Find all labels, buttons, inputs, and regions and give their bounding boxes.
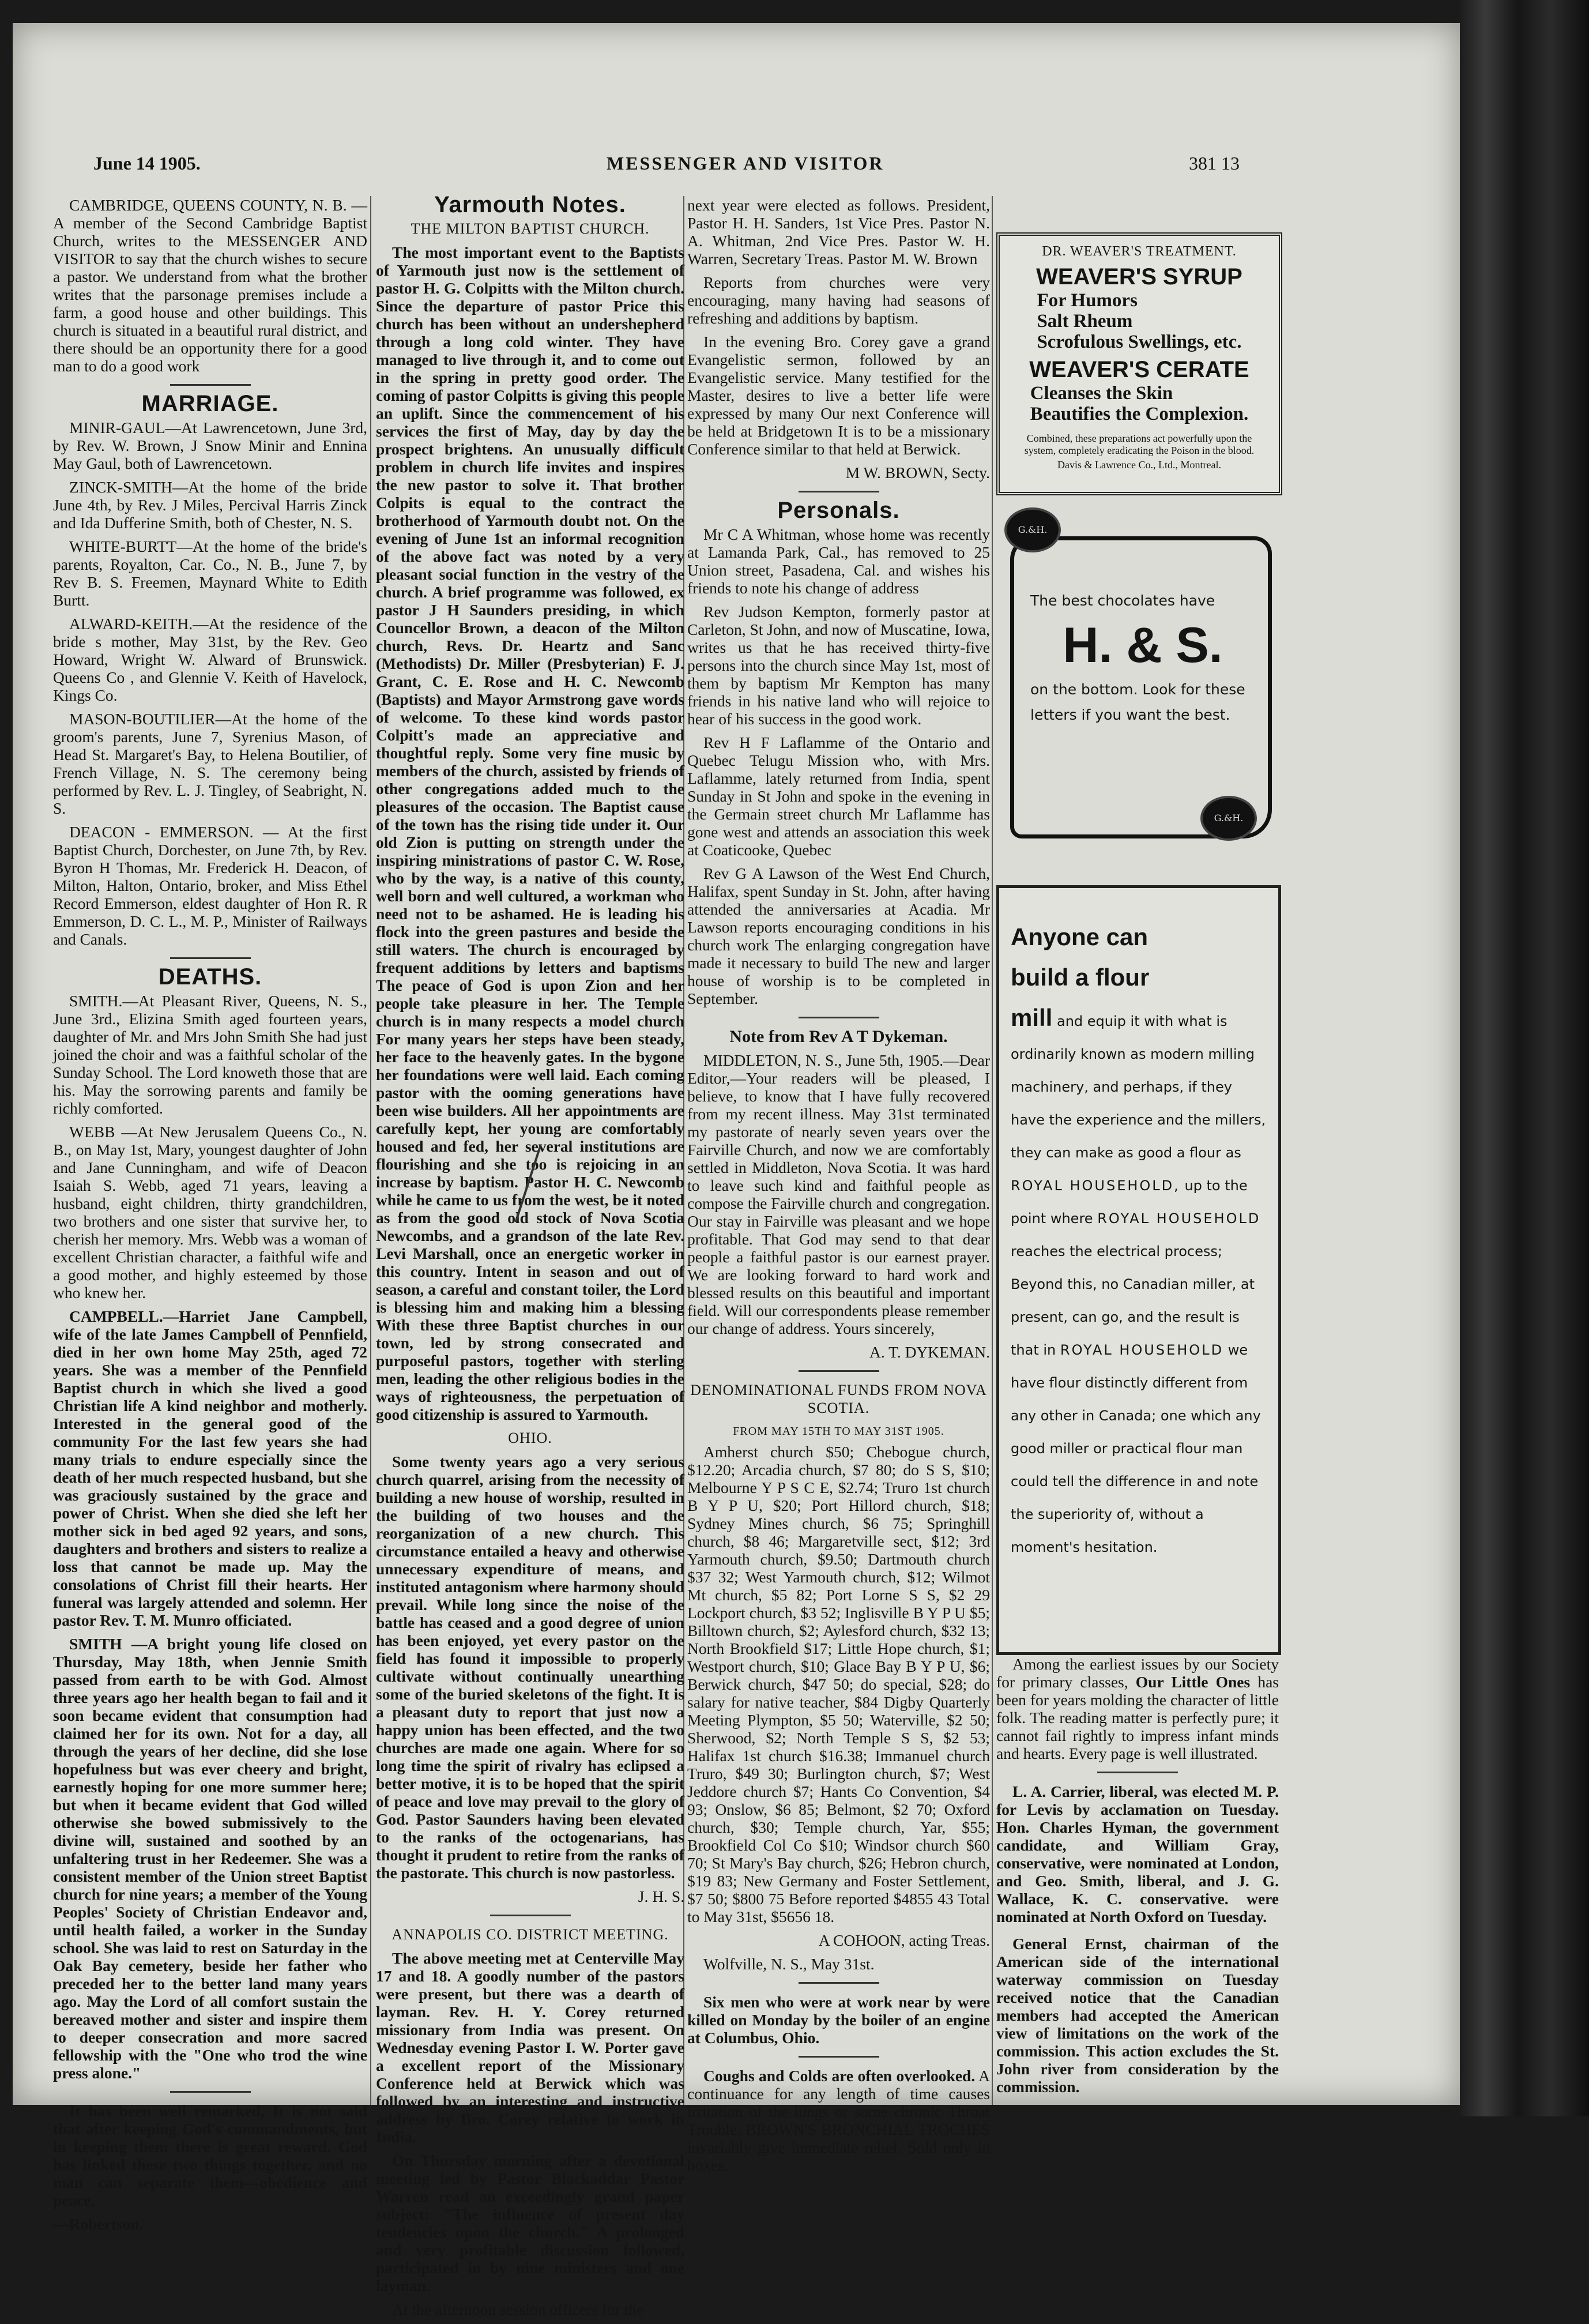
funds-place: Wolfville, N. S., May 31st. (703, 1955, 875, 1973)
scan-edge (1460, 0, 1589, 2116)
column-4-text (996, 1655, 1279, 2105)
annapolis-article: The above meeting met at Centerville May 17 and 18. A goodly number of the pastors were present, but there was a dearth of layman. Rev. H. Y. Corey returned missionary from India was present. On Wednesday evening Pastor I. W. Porter gave a excellent report of the Missionary Conference held at Berwick which was followed by an interesting and instructive address by Bro. Corey relative to work in India. (376, 1949, 684, 2146)
chocolate-brand: H. & S. (1063, 618, 1223, 673)
flour-headline: mill (1011, 1004, 1053, 1031)
death-notice: SMITH —A bright young life closed on Thursday, May 18th, when Jennie Smith passed from earth to be with God. Almost three years ago her health began to fail and it soon became evident that consumption had claimed her for its own. Not for a day, all through the years of her decline, did she lose hopefulness but was ever cheery and bright, earnestly hoping for one more summer here; but when it became evident that God willed otherwise she bowed submissively to the divine will, sustained and soothed by an unfaltering trust in her Redeemer. She was a consistent member of the Union street Baptist church for nine years; a member of the Young Peoples' Society of Christian Endeavor and, until health failed, a worker in the Sunday school. She was laid to rest on Saturday in the Oak Bay cemetery, beside her father who preceded her to the better land many years ago. May the Lord of all comfort sustain the bereaved mother and sister and inspire them to deeper consecration and more sacred fellowship with the "One who trod the wine press alone." (53, 1635, 367, 2082)
section-rule (799, 1017, 879, 1018)
little-ones-text: has been for years molding the character of little folk. The reading matter is perfectly pure; it cannot fail rightly to impress infant minds and hearts. Every page is well illustrated. (996, 1673, 1279, 1762)
funds-dates: FROM MAY 15TH TO MAY 31ST 1905. (733, 1425, 944, 1438)
marriage-heading: MARRIAGE. (141, 391, 279, 416)
column-1 (53, 196, 367, 2239)
section-rule (799, 491, 879, 492)
ohio-heading: OHIO. (508, 1430, 552, 1446)
funds-signature: A COHOON, acting Treas. (818, 1931, 990, 1949)
death-notice: WEBB —At New Jerusalem Queens Co., N. B., on May 1st, Mary, youngest daughter of John and Jane Cunningham, and wife of Deacon Isaiah S. Webb, aged 71 years, leaving a husband, eight children, thirty grandchildren, two brothers and one sister that survive her, to cherish her memory. Mrs. Webb was a woman of excellent Christian character, a faithful wife and a good mother, and highly esteemed by those who knew her. (53, 1123, 367, 1302)
section-rule (170, 384, 251, 386)
dykeman-heading: Note from Rev A T Dykeman. (729, 1027, 948, 1046)
syrup-line: Scrofulous Swellings, etc. (1037, 332, 1242, 352)
column-2 (376, 192, 684, 2324)
marriage-notice: WHITE-BURTT—At the home of the bride's parents, Royalton, Car. Co., N. B., June 7, by Rev B. S. Freemen, Maynard White to Edith Burtt. (53, 537, 367, 609)
royal-household: ROYAL HOUSEHOLD (1097, 1210, 1261, 1227)
yarmouth-subheading: THE MILTON BAPTIST CHURCH. (411, 220, 650, 237)
little-ones-title: Our Little Ones (1135, 1673, 1251, 1691)
annapolis-article: On Thursday morning after a devotional meeting led by Pastor Blackaddar Pastor Warren read an exceedingly grand paper subject: "The influence of present day tendencies upon the church." A prolonged and very profitable discussion followed, participated in by nine ministers and one layman. (376, 2152, 684, 2295)
royal-household: ROYAL HOUSEHOLD, (1011, 1178, 1180, 1194)
column-divider (992, 196, 993, 2105)
weaver-cerate: WEAVER'S CERATE (1029, 357, 1249, 382)
column-divider (370, 196, 371, 2105)
weaver-syrup: WEAVER'S SYRUP (1036, 264, 1242, 289)
section-rule (490, 1915, 571, 1916)
cambridge-notice: CAMBRIDGE, QUEENS COUNTY, N. B. —A member of the Second Cambridge Baptist Church, writes to the MESSENGER AND VISITOR to say that the church wishes to secure a pastor. We understand from what the brother writes that the parsonage premises include a farm, a good house and other buildings. This church is situated in a beautiful rural district, and there should be an opportunity there for a good man to do a good work (53, 196, 367, 375)
chocolate-line: The best chocolates have (1030, 592, 1215, 609)
royal-household: ROYAL HOUSEHOLD (1060, 1342, 1224, 1358)
cerate-line: Beautifies the Complexion. (1030, 404, 1249, 424)
section-rule (170, 2091, 251, 2093)
article-signature: M W. BROWN, Secty. (845, 464, 990, 482)
chocolate-line: on the bottom. Look for these letters if you want the best. (1030, 681, 1245, 723)
weaver-footer: Combined, these preparations act powerfully upon the system, completely eradicating the Poison in the blood. (1024, 433, 1255, 456)
ernst-notice: General Ernst, chairman of the American side of the international waterway commission on Tuesday received notice that the Canadian members had accepted the American view of limitations on the work of the commission. This action excludes the St. John river from consideration by the commission. (996, 1935, 1279, 2096)
column-3 (687, 196, 990, 2180)
section-rule (170, 957, 251, 959)
personal-notice: Rev G A Lawson of the West End Church, Halifax, spent Sunday in St. John, after having attended the anniversaries at Acadia. Mr Lawson reports encouraging conditions in his church work The enlarging congregation have made it necessary to build The new and larger house of worship is to be completed in September. (687, 864, 990, 1007)
closing-quote: It has been well remarked, It is not said that after keeping God's commandments, but in keeping them there is great reward. God has linked these two things together, and no man can separate them—obedience and peace. (53, 2102, 367, 2209)
meeting-continued: In the evening Bro. Corey gave a grand Evangelistic sermon, followed by an Evangelistic service. Many testified for the Master, desires to live a better life were expressed by many Our next Conference will be held at Bridgetown It is to be a missionary Conference similar to that held at Berwick. (687, 333, 990, 458)
flour-text: and equip it with what is ordinarily known as modern milling machinery, and perhaps, if they have the experience and the millers, they can make as good a flour as (1011, 1013, 1266, 1161)
syrup-line: Salt Rheum (1037, 311, 1133, 332)
section-rule (1097, 1772, 1178, 1773)
dykeman-signature: A. T. DYKEMAN. (869, 1343, 990, 1361)
article-signature: J. H. S. (638, 1887, 684, 1905)
death-notice: CAMPBELL.—Harriet Jane Campbell, wife of the late James Campbell of Pennfield, died in her own home May 25th, aged 72 years. She was a member of the Pennfield Baptist church in which she lived a good Christian life A kind neighbor and motherly. Interested in the general good of the community For the last few years she had many trials to endure especially since the death of her much respected husband, but she was graciously sustained by the grace and power of Christ. When she died she left her mother sick in bed aged 92 years, and sons, daughters and brothers and sisters to realize a loss that cannot be made up. May the consolations of Christ fill their hearts. Her funeral was largely attended and solemn. Her pastor Rev. T. M. Munro officiated. (53, 1307, 367, 1629)
funds-list: Amherst church $50; Chebogue church, $12.20; Arcadia church, $7 80; do S S, $10; Melbourne Y P S C E, $2.74; Truro 1st church B Y P U, $20; Port Hillord church, $18; Sydney Mines church, $6 75; Springhill church, $8 46; Margaretville sect, $12; 3rd Yarmouth church, $9.50; Dartmouth church $37 32; West Yarmouth church, $12; Wilmot Mt church, $5 82; Port Lorne S S, $2 29 Lockport church, $3 52; Inglisville B Y P U $5; Billtown church, $2; Aylesford church, $32 13; North Brookfield $17; Little Hope church, $1; Westport church, $10; Glace Bay B Y P U, $6; Berwick church, $47 50; do special, $28; do salary for native teacher, $84 Digby Quarterly Meeting Plympton, $5 50; Waterville, $2 50; Sherwood, $2; North Temple S S, $2 53; Halifax 1st church $16.38; Immanuel church Truro, $49 30; Burlington church, $7; West Jeddore church $7; Hants Co Convention, $4 93; Onslow, $6 85; Belmont, $2 70; Oxford church, $30; Temple church, Yar, $55; Brookfield Col Co $10; Windsor church $60 70; St Mary's Bay church, $26; Hebron church, $19 83; New Germany and Foster Settlement, $7 50; $800 75 Before reported $4855 43 Total to May 31st, $5656 18. (687, 1443, 990, 1926)
marriage-notice: MASON-BOUTILIER—At the home of the groom's parents, June 7, Syrenius Mason, of Head St. Margaret's Bay, to Helena Boutilier, of French Village, N. S. The ceremony being performed by Rev. L. J. Tingley, of Seabright, N. S. (53, 710, 367, 817)
flour-ad (996, 885, 1281, 1655)
meeting-continued: next year were elected as follows. President, Pastor H. H. Sanders, 1st Vice Pres. Pastor N. A. Whitman, 2nd Vice Pres. Pastor W. H. Warren, Secretary Treas. Pastor M. W. Brown (687, 196, 990, 268)
chocolate-box-icon: G.&H. (1200, 796, 1257, 841)
accident-notice: Six men who were at work near by were killed on Monday by the boiler of an engine at Columbus, Ohio. (687, 1993, 990, 2047)
coughs-ad: A continuance for any length of time causes irritation of the lungs or some chronic Throat Trouble. BROWN'S BRONCHIAL TROCHES invariably give immediate relief. Sold only in boxes. (687, 2067, 991, 2174)
marriage-notice: MINIR-GAUL—At Lawrencetown, June 3rd, by Rev. W. Brown, J Snow Minir and Ennina May Gaul, both of Lawrencetown. (53, 419, 367, 472)
marriage-notice: ALWARD-KEITH.—At the residence of the bride s mother, May 31st, by the Rev. Geo Howard, Wright W. Alward of Brunswick. Queens Co , and Glennie V. Keith of Havelock, Kings Co. (53, 615, 367, 704)
section-rule (799, 1370, 879, 1372)
funds-heading: DENOMINATIONAL FUNDS FROM NOVA SCOTIA. (690, 1382, 987, 1416)
paper-title: MESSENGER AND VISITOR (607, 153, 884, 174)
personal-notice: Rev H F Laflamme of the Ontario and Quebec Telugu Mission who, with Mrs. Laflamme, lately returned from India, spent Sunday in St John and spoke in the evening in the Germain street church Mr Laflamme has gone west and attends an association this week at Coaticooke, Quebec (687, 734, 990, 859)
personal-notice: Rev Judson Kempton, formerly pastor at Carleton, St John, and now of Muscatine, Iowa, writes us that he has received thirty-five persons into the church since May 1st, most of them by baptism Mr Kempton has many friends in his native land who will rejoice to hear of his success in the good work. (687, 603, 990, 728)
cerate-line: Cleanses the Skin (1030, 383, 1173, 404)
carrier-notice: L. A. Carrier, liberal, was elected M. P. for Levis by acclamation on Tuesday. Hon. Charles Hyman, the government candidate, and William Gray, conservative, were nominated at London, and Geo. Smith, liberal, and J. G. Wallace, K. C. conservative. were nominated at North Oxford on Tuesday. (996, 1783, 1279, 1926)
personal-notice: Mr C A Whitman, whose home was recently at Lamanda Park, Cal., has removed to 25 Union street, Pasadena, Cal. and wishes his friends to note his change of address (687, 525, 990, 597)
flour-text: we have flour distinctly different from any other in Canada; one which any good miller or practical flour man could tell the difference in and note the superiority of, without a moment's hesitation. (1011, 1342, 1261, 1555)
flour-headline: build a flour (1011, 964, 1150, 991)
death-notice: SMITH.—At Pleasant River, Queens, N. S., June 3rd., Elizina Smith aged fourteen years, daughter of Mr. and Mrs John Smith She had just joined the choir and was a faithful scholar of the Sunday School. The Lord knoweth those that are his. May the sorrowing parents and family be richly comforted. (53, 992, 367, 1117)
closing-signature: —Robertson. (53, 2215, 144, 2233)
ohio-article: Some twenty years ago a very serious church quarrel, arising from the necessity of building a new house of worship, resulted in the building of two houses and the reorganization of a new church. This circumstance entailed a heavy and otherwise unnecessary expenditure of means, and instituted antagonism where harmony should prevail. While long since the noise of the battle has ceased and a good degree of union has been enjoyed, yet every pastor on the field has found it impossible to properly cultivate without continually unearthing some of the buried skeletons of the fight. It is a pleasant duty to report that just now a happy union has been effected, and the two churches are made one again. Where for so long time the spirit of rivalry has eclipsed a better motive, it is to be hoped that the spirit of peace and love may prevail to the glory of God. Pastor Saunders having been elevated to the ranks of the octogenarians, has thought it prudent to retire from the ranks of the pastorate. This church is now pastorless. (376, 1453, 684, 1882)
flour-text: up to the point where (1011, 1178, 1248, 1227)
syrup-line: For Humors (1037, 290, 1138, 311)
page-header (13, 153, 1460, 187)
chocolate-ad (1004, 507, 1277, 865)
newspaper-page (13, 23, 1460, 2318)
issue-date: June 14 1905. (93, 153, 201, 174)
flour-headline: Anyone can (1011, 923, 1149, 950)
marriage-notice: DEACON - EMMERSON. — At the first Baptist Church, Dorchester, on June 7th, by Rev. Byron H Thomas, Mr. Frederick H. Deacon, of Milton, Halton, Ontario, broker, and Miss Ethel Record Emmerson, eldest daughter of Hon R. R Emmerson, D. C. L., M. P., Minister of Railways and Canals. (53, 823, 367, 948)
personals-heading: Personals. (777, 498, 900, 523)
dykeman-letter: MIDDLETON, N. S., June 5th, 1905.—Dear Editor,—Your readers will be pleased, I believe, to know that I have fully recovered from my recent illness. May 31st terminated my pastorate of nearly seven years over the Fairville Church, and now we are comfortably settled in Middleton, Nova Scotia. It was hard to leave such kind and faithful people as compose the Fairville church and congregation. Our stay in Fairville was pleasant and we hope profitable. That God may send to that dear people a faithful pastor is our earnest prayer. We are looking forward to hard work and blessed results on this beautiful and important field. Will our correspondents please remember our change of address. Yours sincerely, (687, 1051, 990, 1337)
weaver-top: DR. WEAVER'S TREATMENT. (1042, 244, 1237, 259)
flour-text: reaches the electrical process; Beyond this, no Canadian miller, at present, can go, and the result is that in (1011, 1243, 1255, 1358)
marriage-notice: ZINCK-SMITH—At the home of the bride June 4th, by Rev. J Miles, Percival Harris Zinck and Ida Dufferine Smith, both of Chester, N. S. (53, 478, 367, 532)
meeting-continued: Reports from churches were very encouraging, many having had seasons of refreshing and additions by baptism. (687, 273, 990, 327)
coughs-lead: Coughs and Colds are often overlooked. (703, 2067, 976, 2085)
yarmouth-heading: Yarmouth Notes. (434, 192, 626, 217)
annapolis-article: At the afternoon session officers for the (392, 2300, 644, 2318)
section-rule (799, 2056, 879, 2058)
yarmouth-article: The most important event to the Baptists of Yarmouth just now is the settlement of pastor H. G. Colpitts with the Milton church. Since the departure of pastor Price this church has been without an undershepherd through a long cold winter. They have managed to live through it, and to come out in the spring in pretty good order. The coming of pastor Colpitts is giving this people an uplift. Since the commencement of his services the first of May, day by day the prospect brightens. An unusually difficult problem in church life invites and inspires the new pastor to solve it. That brother Colpits is equal to the contract the brotherhood of Yarmouth doubt not. On the evening of June 1st an informal recognition of the above fact was noted by a very pleasant social function in the vestry of the church. A brief programme was followed, ex pastor J H Saunders presiding, in which Councellor Brown, a deacon of the Milton church, Revs. Dr. Heartz and Sanc (Methodists) Dr. Miller (Presbyterian) F. J. Grant, C. E. Rose and H. C. Newcomb (Baptists) and Mayor Armstrong gave words of welcome. To these kind words pastor Colpitt's made an appreciative and thoughtful reply. Some very fine music by members of the church, assisted by friends of other congregations added much to the pleasures of the occasion. The Baptist cause of the town has the rising tide under it. Our old Zion is putting on strength under the inspiring ministrations of pastor C. W. Rose, who by the way, is a native of this county, well born and well cultured, a workman who need not to be ashamed. He is leading his flock into the green pastures and beside the still waters. The church is encouraged by frequent additions by letters and baptisms The peace of God is upon Zion and her people take pleasure in her. The Temple church is in many respects a model church For many years her steps have been steady, her face to the heavenly gates. In the bygone her foundations were well laid. Each coming pastor with the ooming generations have been wise builders. All her appointments are carefully kept, her young are comfortably housed and fed, her several institutions are flourishing and she too is rejoicing in an increase by baptism. Pastor H. C. Newcomb while he came to us from the west, be it noted as from the good old stock of Nova Scotia Newcombs, and a grandson of the late Rev. Levi Marshall, once an energetic worker in this country. Intent in season and out of season, a careful and constant toiler, the Lord is blessing him and making him a blessing With these three Baptist churches in our town, led by strong consecrated and purposeful pastors, together with sterling men, leading the other religious bodies in the ways of righteousness, the perpetuation of good citizenship is assured to Yarmouth. (376, 243, 684, 1423)
deaths-heading: DEATHS. (158, 964, 262, 990)
weaver-company: Davis & Lawrence Co., Ltd., Montreal. (1057, 459, 1221, 471)
little-ones-text: Among the earliest issues by our Society for primary classes, (996, 1655, 1279, 1691)
page-number: 381 13 (1189, 153, 1240, 174)
chocolate-box-icon: G.&H. (1004, 507, 1061, 552)
weaver-ad (996, 232, 1282, 495)
section-rule (799, 1982, 879, 1984)
annapolis-heading: ANNAPOLIS CO. DISTRICT MEETING. (391, 1926, 669, 1943)
